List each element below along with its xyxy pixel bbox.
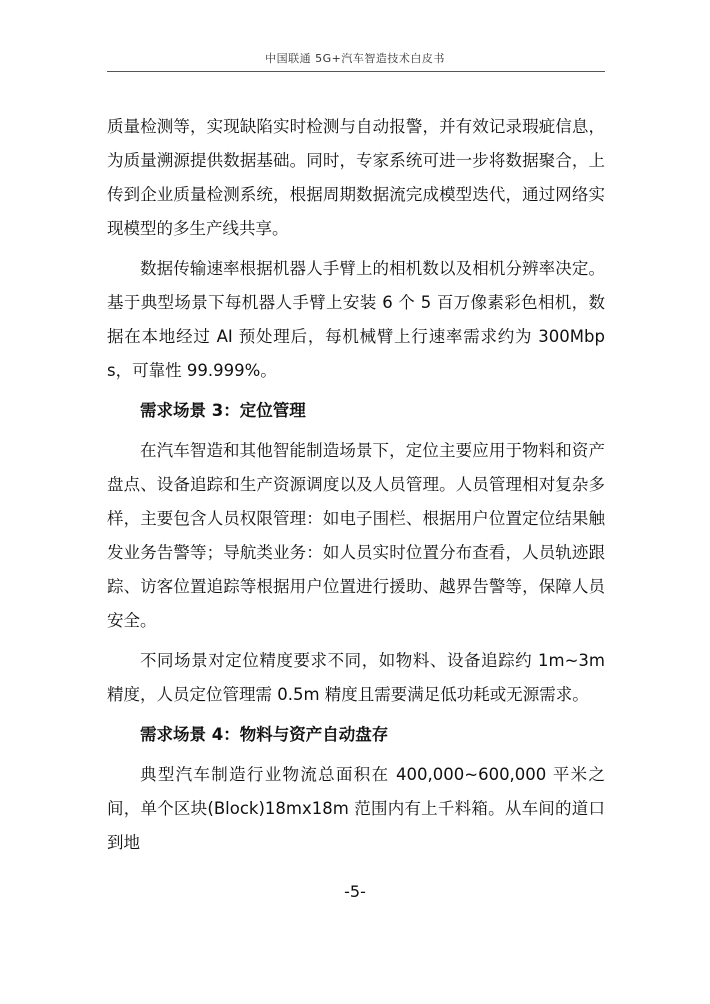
paragraph-quality-inspection: 质量检测等，实现缺陷实时检测与自动报警，并有效记录瑕疵信息，为质量溯源提供数据基础。同时，专家系统可进一步将数据聚合，上传到企业质量检测系统，根据周期数据流完成模型迭代，通过网络实现模型的多生产线共享。 xyxy=(107,117,605,238)
body-text xyxy=(107,110,605,860)
section-heading-scenario-4: 需求场景 4：物料与资产自动盘存 xyxy=(140,725,389,744)
page-number: -5- xyxy=(344,882,366,901)
section-heading-scenario-3: 需求场景 3：定位管理 xyxy=(140,401,306,420)
paragraph-positioning-accuracy: 不同场景对定位精度要求不同，如物料、设备追踪约 1m~3m 精度，人员定位管理需 0.5m 精度且需要满足低功耗或无源需求。 xyxy=(107,651,605,704)
header-divider xyxy=(107,71,605,72)
paragraph-positioning: 在汽车智造和其他智能制造场景下，定位主要应用于物料和资产盘点、设备追踪和生产资源调度以及人员管理。人员管理相对复杂多样，主要包含人员权限管理：如电子围栏、根据用户位置定位结果触发业务告警等；导航类业务：如人员实时位置分布查看，人员轨迹跟踪、访客位置追踪等根据用户位置进行援助、越界告警等，保障人员安全。 xyxy=(107,441,605,630)
paragraph-data-rate: 数据传输速率根据机器人手臂上的相机数以及相机分辨率决定。基于典型场景下每机器人手臂上安装 6 个 5 百万像素彩色相机，数据在本地经过 AI 预处理后，每机械臂上行速率需求约为 300Mbps，可靠性 99.999%。 xyxy=(107,259,605,380)
paragraph-inventory: 典型汽车制造行业物流总面积在 400,000~600,000 平米之间，单个区块(Block)18mx18m 范围内有上千料箱。从车间的道口到地 xyxy=(107,765,605,852)
running-header: 中国联通 5G+汽车智造技术白皮书 xyxy=(265,52,445,65)
